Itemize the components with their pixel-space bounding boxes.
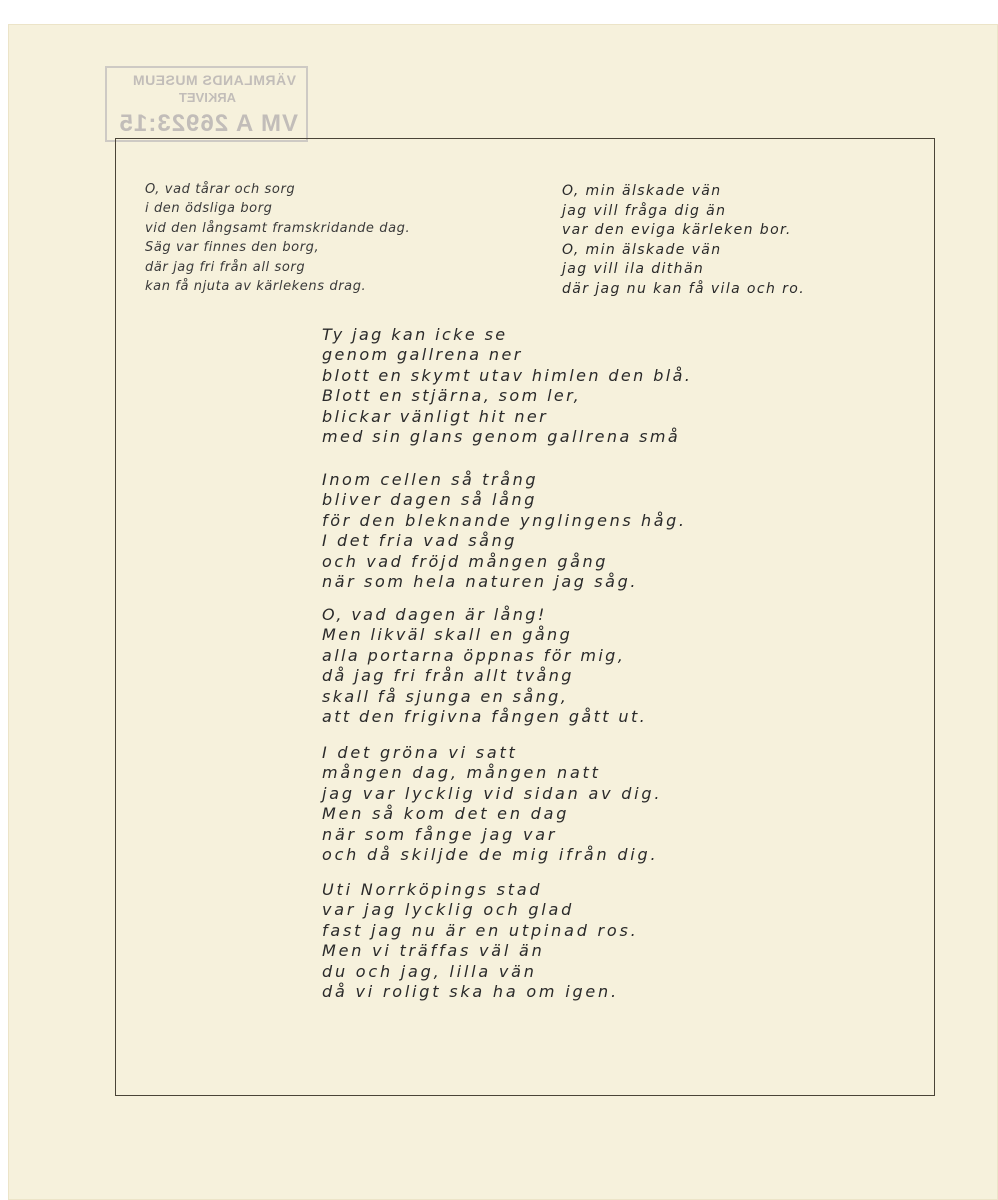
poem-line: O, min älskade vän xyxy=(562,183,722,199)
poem-line: O, min älskade vän xyxy=(562,241,722,258)
poem-stanza-3 xyxy=(322,605,647,727)
poem-line: jag vill fråga dig än xyxy=(562,202,727,219)
poem-line: bliver dagen så lång xyxy=(322,490,537,510)
poem-stanza-2 xyxy=(322,470,687,592)
poem-line: du och jag, lilla vän xyxy=(322,961,537,981)
poem-line: skall få sjunga en sång, xyxy=(322,686,569,706)
poem-line: med sin glans genom gallrena små xyxy=(322,427,681,447)
poem-line: Men så kom det en dag xyxy=(322,804,570,824)
poem-line: blickar vänligt hit ner xyxy=(322,406,549,426)
poem-line: O, vad dagen är lång! xyxy=(322,605,547,624)
poem-line: att den frigivna fången gått ut. xyxy=(322,707,648,727)
poem-line: Inom cellen så trång xyxy=(322,470,539,489)
archive-stamp xyxy=(105,66,308,142)
poem-line: vid den långsamt framskridande dag. xyxy=(145,220,411,236)
poem-line: då jag fri från allt tvång xyxy=(322,666,574,686)
poem-line: O, vad tårar och sorg xyxy=(145,182,296,197)
poem-line: blott en skymt utav himlen den blå. xyxy=(322,365,693,385)
poem-line: jag vill ila dithän xyxy=(562,261,705,277)
poem-line: Uti Norrköpings stad xyxy=(322,880,543,899)
poem-right-column xyxy=(562,182,805,299)
poem-line: jag var lycklig vid sidan av dig. xyxy=(322,783,663,803)
poem-stanza-1 xyxy=(322,325,692,447)
poem-line: alla portarna öppnas för mig, xyxy=(322,645,626,665)
poem-line: när som fånge jag var xyxy=(322,824,558,844)
poem-line: och vad fröjd mången gång xyxy=(322,551,609,571)
poem-line: Säg var finnes den borg, xyxy=(145,240,320,256)
stamp-line-number: VM A 26923:15 xyxy=(118,110,298,137)
poem-line: för den bleknande ynglingens håg. xyxy=(322,510,687,530)
poem-line: var den eviga kärleken bor. xyxy=(562,222,792,238)
poem-line: Men vi träffas väl än xyxy=(322,941,545,961)
poem-line: I det fria vad sång xyxy=(322,531,518,551)
poem-line: och då skiljde de mig ifrån dig. xyxy=(322,845,659,865)
poem-line: kan få njuta av kärlekens drag. xyxy=(145,279,367,295)
stamp-line-archive: ARKIVET xyxy=(178,90,236,105)
poem-line: där jag fri från all sorg xyxy=(145,259,306,275)
stamp-line-museum: VÄRMLANDS MUSEUM xyxy=(132,72,296,88)
poem-line: Ty jag kan icke se xyxy=(322,325,508,344)
poem-left-column xyxy=(145,180,410,296)
poem-line: var jag lycklig och glad xyxy=(322,900,575,920)
poem-line: i den ödsliga borg xyxy=(145,201,273,217)
poem-line: där jag nu kan få vila och ro. xyxy=(562,280,806,297)
poem-stanza-4 xyxy=(322,743,662,865)
poem-line: Men likväl skall en gång xyxy=(322,625,573,645)
poem-stanza-5 xyxy=(322,880,639,1002)
poem-line: då vi roligt ska ha om igen. xyxy=(322,982,619,1002)
poem-line: Blott en stjärna, som ler, xyxy=(322,386,582,406)
poem-line: fast jag nu är en utpinad ros. xyxy=(322,920,639,940)
poem-line: mången dag, mången natt xyxy=(322,763,601,783)
poem-line: genom gallrena ner xyxy=(322,345,523,365)
poem-line: när som hela naturen jag såg. xyxy=(322,572,639,592)
poem-line: I det gröna vi satt xyxy=(322,743,518,762)
